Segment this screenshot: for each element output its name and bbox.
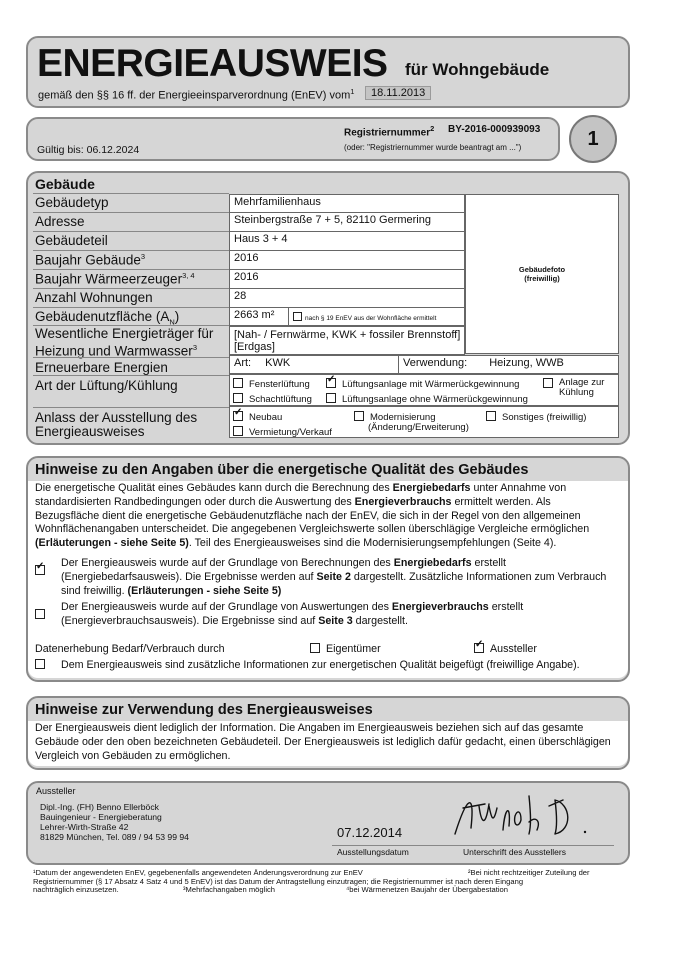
label-reason: Anlass der Ausstellung des Energieausweises [35,410,198,439]
label-floor-area: Gebäudenutzfläche $(A_N)$ [35,309,180,327]
signature-image [445,786,605,846]
footnote-5: ³Mehrfachangaben möglich [183,885,276,895]
label-heater-year: Baujahr Wärmeerzeuger$^{3, 4}$ [35,271,195,287]
label-address: Adresse [35,214,85,229]
vent-no-recovery-checkbox[interactable] [326,393,336,403]
extra-info-option[interactable]: Dem Energieausweis sind zusätzliche Informationen zur energetischen Qualität beigefügt (freiwillige Angabe). [35,659,580,673]
demand-option-text: Der Energieausweis wurde auf der Grundlage von Berechnungen des Energiebedarfs erstellt (Energiebedarfsausweis). Die Ergebnisse werden auf Seite 2 dargestellt. Zusätzliche Informationen zum Verbrauch sind freiwillig. (Erläuterungen - siehe Seite 5) [61,557,607,597]
area-note-checkbox[interactable] [293,312,302,321]
label-apartments: Anzahl Wohnungen [35,290,153,305]
vent-window-checkbox[interactable] [233,378,243,388]
label-construction-year: Baujahr Gebäude$^3$ [35,252,146,268]
footnotes [33,869,623,895]
label-ventilation: Art der Lüftung/Kühlung [35,378,178,393]
building-section-title: Gebäude [35,176,95,192]
data-owner-option[interactable]: Eigentümer [310,643,381,657]
value-building-part: Haus 3 + 4 [229,231,465,251]
renewable-art: Art: KWK [229,355,399,374]
vent-shaft-checkbox[interactable] [233,393,243,403]
enev-date: 18.11.2013 [365,86,431,100]
data-issuer-option[interactable]: ✓ Aussteller [474,643,537,657]
value-building-type: Mehrfamilienhaus [229,194,465,213]
header-panel [26,36,630,108]
signature-label: Unterschrift des Ausstellers [463,847,566,857]
reason-new-build-checkbox[interactable] [233,411,243,421]
vent-heat-recovery-checkbox[interactable] [326,378,336,388]
footnote-2: ²Bei nicht rechtzeitiger Zuteilung der [468,868,590,877]
reason-new-build[interactable]: ✓Neubau [233,411,282,423]
issue-date-label: Ausstellungsdatum [337,847,409,857]
consumption-checkbox[interactable] [35,605,51,623]
legal-basis: gemäß den §§ 16 ff. der Energieeinsparverordnung (EnEV) vom$^1$ [38,87,355,102]
renewable-use: Verwendung: Heizung, WWB [398,355,619,374]
document-title: ENERGIEAUSWEIS [37,42,388,85]
registration-note: (oder: "Registriernummer wurde beantragt am ...") [344,143,522,152]
label-building-type: Gebäudetyp [35,195,109,210]
reason-other-checkbox[interactable] [486,411,496,421]
demand-checkbox[interactable] [35,561,51,579]
registration-label: Registriernummer$^2$ [344,124,435,139]
footnote-6: ⁴bei Wärmenetzen Baujahr der Übergabestation [346,885,508,895]
footnote-4: nachträglich einzusetzen. [33,885,119,895]
usage-text: Der Energieausweis dient lediglich der Information. Die Angaben im Energieausweis beziehen sich auf das gesamte Gebäude oder den oben bezeichneten Gebäudeteil. Der Energieausweis ist lediglich dafür gedacht, einen überschlägigen Vergleich von Gebäuden zu ermöglichen. [35,722,611,762]
hints-title: Hinweise zu den Angaben über die energetische Qualität des Gebäudes [35,462,529,478]
value-address: Steinbergstraße 7 + 5, 82110 Germering [229,212,465,232]
data-collection-label: Datenerhebung Bedarf/Verbrauch durch [35,643,225,655]
issue-date: 07.12.2014 [337,825,403,840]
value-energy-carriers: [Nah- / Fernwärme, KWK + fossiler Brennstoff] [Erdgas] [229,326,465,355]
value-apartments: 28 [229,288,465,308]
vent-cooling-checkbox[interactable] [543,378,553,388]
consumption-check-icon[interactable] [35,609,45,619]
value-floor-area: 2663 m² [229,307,289,326]
vent-window[interactable]: Fensterlüftung [233,378,310,390]
footnote-3: Registriernummer (§ 17 Absatz 4 Satz 4 und 5 EnEV) ist das Datum der Antragstellung einzutragen; die Registriernummer ist nach deren Eingang [33,876,524,886]
label-renewables: Erneuerbare Energien [35,360,168,375]
reason-box [229,406,619,438]
vent-cooling[interactable] [543,378,559,390]
consumption-option-text: Der Energieausweis wurde auf der Grundlage von Auswertungen des Energieverbrauchs erstellt (Energieverbrauchsausweis). Die Ergebnisse sind auf Seite 3 dargestellt. [61,601,524,627]
ventilation-box [229,374,619,406]
label-building-part: Gebäudeteil [35,233,108,248]
issuer-label: Aussteller [36,786,76,796]
label-energy-carriers: Wesentliche Energieträger für Heizung und Warmwasser$^3$ [35,326,214,359]
footnote-1: ¹Datum der angewendeten EnEV, gegebenenfalls angewendeten Änderungsverordnung zur EnEV [33,868,363,877]
value-construction-year: 2016 [229,250,465,270]
usage-title: Hinweise zur Verwendung des Energieausweises [35,702,373,718]
hints-paragraph: Die energetische Qualität eines Gebäudes kann durch die Berechnung des Energiebedarfs unter Annahme von standardisierten Randbedingungen oder durch die Auswertung des Energieverbrauchs ermittelt werden. Als Bezugsfläche dient die energetische Gebäudenutzfläche nach der EnEV, die sich in der Regel von den allgemeinen Wohnflächenangaben unterscheidet. Die angegebenen Vergleichswerte sollen überschlägige Vergleiche ermöglichen (Erläuterungen - siehe Seite 5). Teil des Energieausweises sind die Modernisierungsempfehlungen (Seite 4). [35,482,590,550]
reason-rental[interactable]: Vermietung/Verkauf [233,426,332,438]
demand-check-icon[interactable] [35,565,45,575]
value-heater-year: 2016 [229,269,465,289]
vent-cooling-label: Anlage zur Kühlung [559,377,605,398]
divider [33,193,229,194]
registration-number: BY-2016-000939093 [448,124,541,135]
page-number-badge: 1 [569,115,617,163]
reason-other[interactable]: Sonstiges (freiwillig) [486,411,586,423]
issuer-checkbox[interactable] [474,643,484,653]
building-photo-placeholder: Gebäudefoto (freiwillig) [465,194,619,354]
floor-area-note: nach § 19 EnEV aus der Wohnfläche ermittelt [288,307,465,326]
vent-no-recovery[interactable]: Lüftungsanlage ohne Wärmerückgewinnung [326,393,528,405]
owner-checkbox[interactable] [310,643,320,653]
issuer-address: Dipl.-Ing. (FH) Benno Ellerböck Bauingenieur - Energieberatung Lehrer-Wirth-Straße 42 81829 München, Tel. 089 / 94 53 99 94 [40,802,189,842]
valid-until: Gültig bis: 06.12.2024 [37,144,140,156]
extra-info-checkbox[interactable] [35,659,45,669]
reason-modernisation-checkbox[interactable] [354,411,364,421]
reason-modernisation[interactable]: Modernisierung (Änderung/Erweiterung) [354,411,469,433]
vent-shaft[interactable]: Schachtlüftung [233,393,312,405]
reason-rental-checkbox[interactable] [233,426,243,436]
document-subtitle: für Wohngebäude [405,60,550,79]
validity-panel [26,117,560,161]
vent-heat-recovery[interactable]: ✓ Lüftungsanlage mit Wärmerückgewinnung [326,378,519,390]
